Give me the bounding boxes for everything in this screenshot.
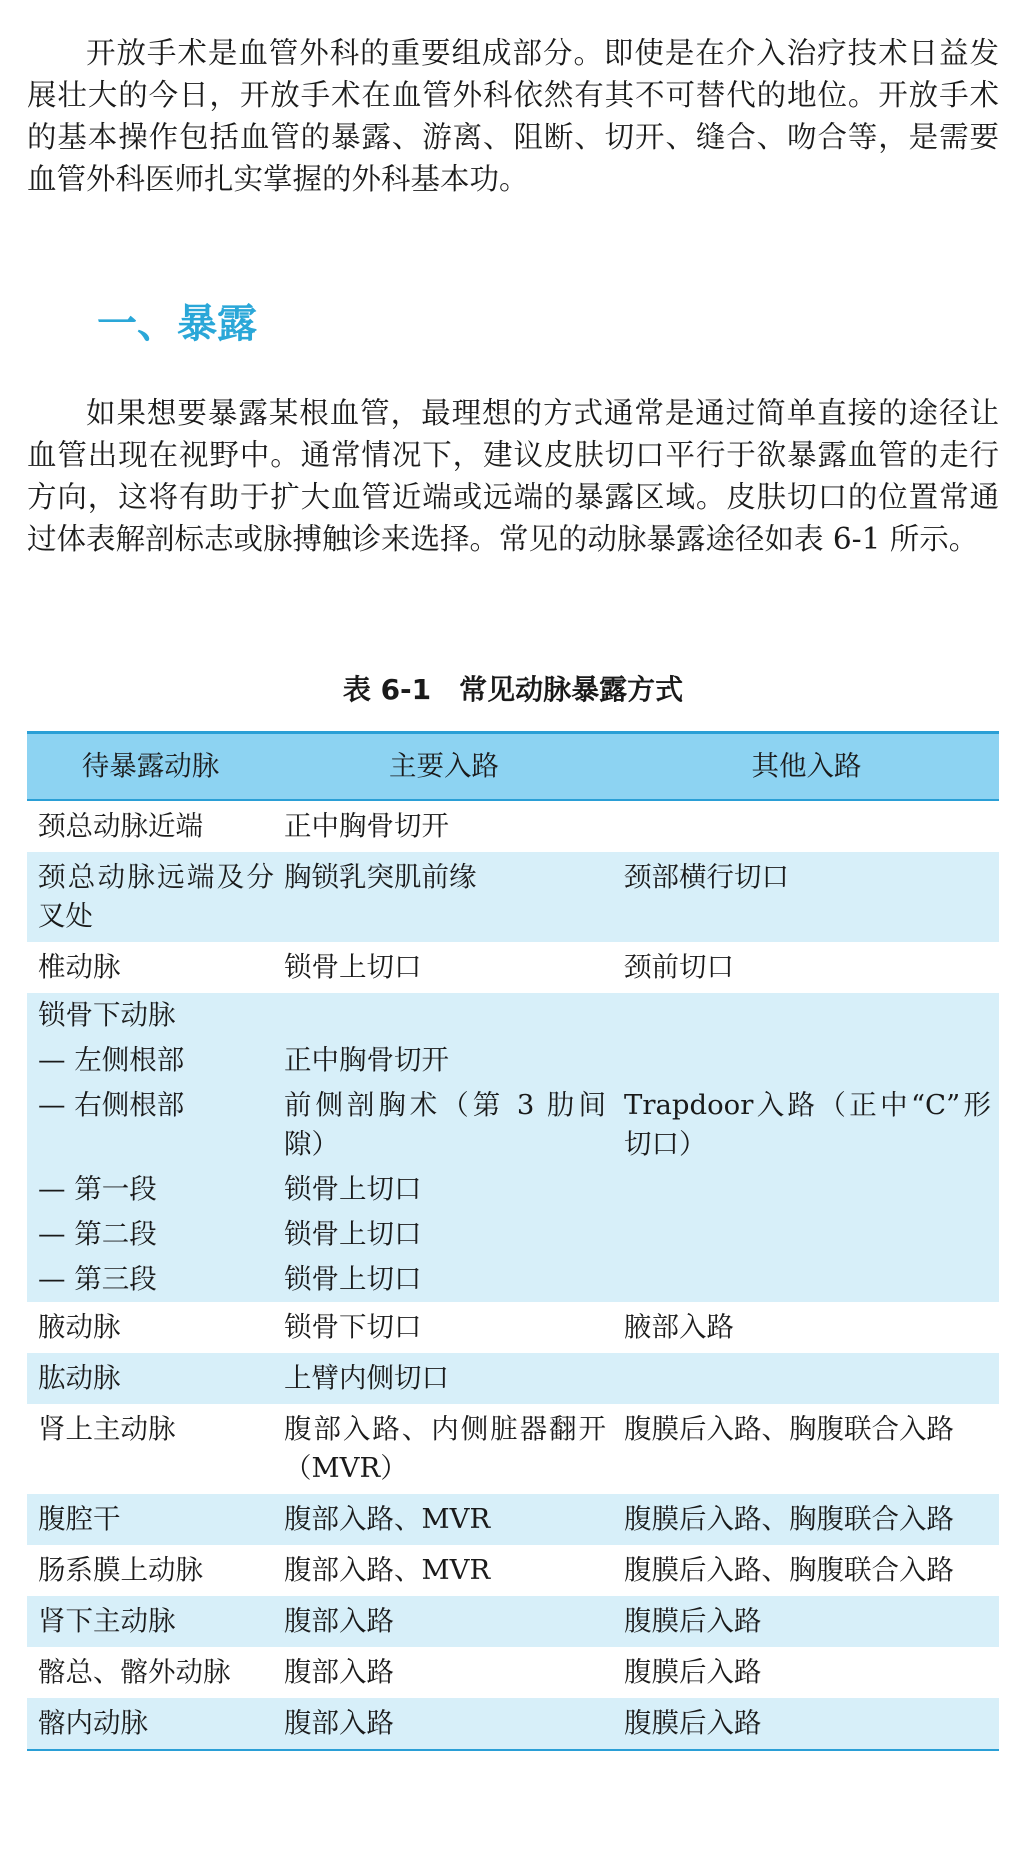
cell-other-approach: 腹膜后入路、胸腹联合入路 xyxy=(624,1413,954,1445)
section-heading: 一、暴露 xyxy=(97,301,257,347)
table-row xyxy=(27,1257,999,1302)
table-row xyxy=(27,1596,999,1647)
cell-artery: 颈总动脉近端 xyxy=(38,810,203,842)
table-row xyxy=(27,1404,999,1494)
table-row xyxy=(27,1545,999,1596)
cell-artery: 肠系膜上动脉 xyxy=(38,1554,203,1586)
cell-main-approach xyxy=(274,993,614,1038)
cell-artery: 髂总、髂外动脉 xyxy=(38,1656,231,1688)
cell-other-approach: Trapdoor入路（正中“C”形切口） xyxy=(624,1089,991,1160)
table-row xyxy=(27,852,999,942)
cell-main-approach: 锁骨上切口 xyxy=(284,1218,422,1250)
cell-main-approach: 腹部入路、内侧脏器翻开（MVR） xyxy=(284,1413,606,1484)
cell-other-approach: 腋部入路 xyxy=(624,1311,734,1343)
cell-main-approach: 锁骨下切口 xyxy=(284,1311,422,1343)
table-row xyxy=(27,993,999,1038)
cell-artery: 肾下主动脉 xyxy=(38,1605,176,1637)
table-row xyxy=(27,1212,999,1257)
cell-artery: 肱动脉 xyxy=(38,1362,121,1394)
cell-artery: — 第一段 xyxy=(38,1173,157,1205)
cell-main-approach: 正中胸骨切开 xyxy=(284,810,449,842)
table-row xyxy=(27,1494,999,1545)
cell-artery: 髂内动脉 xyxy=(27,1698,274,1750)
table-row xyxy=(27,1083,999,1167)
cell-main-approach: 腹部入路 xyxy=(274,1698,614,1750)
cell-other-approach xyxy=(614,1167,999,1212)
cell-artery: 颈总动脉远端及分叉处 xyxy=(38,861,274,932)
table-row xyxy=(27,942,999,993)
table-row xyxy=(27,1353,999,1404)
table-row xyxy=(27,1038,999,1083)
cell-main-approach: 腹部入路 xyxy=(284,1605,394,1637)
cell-other-approach: 腹膜后入路 xyxy=(624,1605,762,1637)
cell-other-approach xyxy=(614,993,999,1038)
cell-other-approach: 腹膜后入路、胸腹联合入路 xyxy=(624,1503,954,1535)
cell-main-approach: 锁骨上切口 xyxy=(284,951,422,983)
cell-other-approach xyxy=(614,800,999,852)
section-paragraph: 如果想要暴露某根血管，最理想的方式通常是通过简单直接的途径让血管出现在视野中。通常情况下，建议皮肤切口平行于欲暴露血管的走行方向，这将有助于扩大血管近端或远端的暴露区域。皮肤切口的位置常通过体表解剖标志或脉搏触诊来选择。常见的动脉暴露途径如表 6-1 所示。 xyxy=(27,396,999,556)
cell-artery: 锁骨下动脉 xyxy=(38,999,176,1031)
cell-main-approach: 腹部入路 xyxy=(284,1656,394,1688)
cell-artery: 椎动脉 xyxy=(38,951,121,983)
cell-artery: 肾上主动脉 xyxy=(38,1413,176,1445)
cell-main-approach: 锁骨上切口 xyxy=(284,1173,422,1205)
header-main-approach: 主要入路 xyxy=(274,733,614,801)
table-row xyxy=(27,1167,999,1212)
header-other-approach: 其他入路 xyxy=(614,733,999,801)
cell-other-approach: 颈部横行切口 xyxy=(624,861,789,893)
cell-main-approach: 胸锁乳突肌前缘 xyxy=(284,861,477,893)
cell-artery: — 右侧根部 xyxy=(38,1089,185,1121)
artery-exposure-table xyxy=(27,731,999,1751)
cell-artery: — 第二段 xyxy=(38,1218,157,1250)
cell-main-approach: 锁骨上切口 xyxy=(284,1263,422,1295)
cell-main-approach: 腹部入路、MVR xyxy=(284,1554,491,1586)
cell-other-approach: 腹膜后入路 xyxy=(624,1656,762,1688)
intro-paragraph: 开放手术是血管外科的重要组成部分。即使是在介入治疗技术日益发展壮大的今日，开放手术在血管外科依然有其不可替代的地位。开放手术的基本操作包括血管的暴露、游离、阻断、切开、缝合、吻合等，是需要血管外科医师扎实掌握的外科基本功。 xyxy=(27,36,999,196)
cell-artery: 腋动脉 xyxy=(38,1311,121,1343)
cell-main-approach: 上臂内侧切口 xyxy=(284,1362,449,1394)
cell-other-approach xyxy=(614,1353,999,1404)
cell-main-approach: 前侧剖胸术（第 3 肋间隙） xyxy=(284,1089,606,1160)
table-row xyxy=(27,1302,999,1353)
cell-main-approach: 正中胸骨切开 xyxy=(284,1044,449,1076)
cell-other-approach xyxy=(614,1038,999,1083)
cell-other-approach: 腹膜后入路、胸腹联合入路 xyxy=(624,1554,954,1586)
header-artery: 待暴露动脉 xyxy=(27,733,274,801)
cell-other-approach: 颈前切口 xyxy=(624,951,734,983)
cell-artery: — 左侧根部 xyxy=(38,1044,185,1076)
table-row xyxy=(27,800,999,852)
cell-other-approach xyxy=(614,1257,999,1302)
cell-artery: 腹腔干 xyxy=(38,1503,121,1535)
table-row xyxy=(27,1698,999,1750)
table-row xyxy=(27,1647,999,1698)
cell-other-approach: 腹膜后入路 xyxy=(614,1698,999,1750)
cell-main-approach: 腹部入路、MVR xyxy=(284,1503,491,1535)
table-caption: 表 6-1 常见动脉暴露方式 xyxy=(342,673,684,706)
table-header-row xyxy=(27,733,999,801)
cell-artery: — 第三段 xyxy=(38,1263,157,1295)
cell-other-approach xyxy=(614,1212,999,1257)
